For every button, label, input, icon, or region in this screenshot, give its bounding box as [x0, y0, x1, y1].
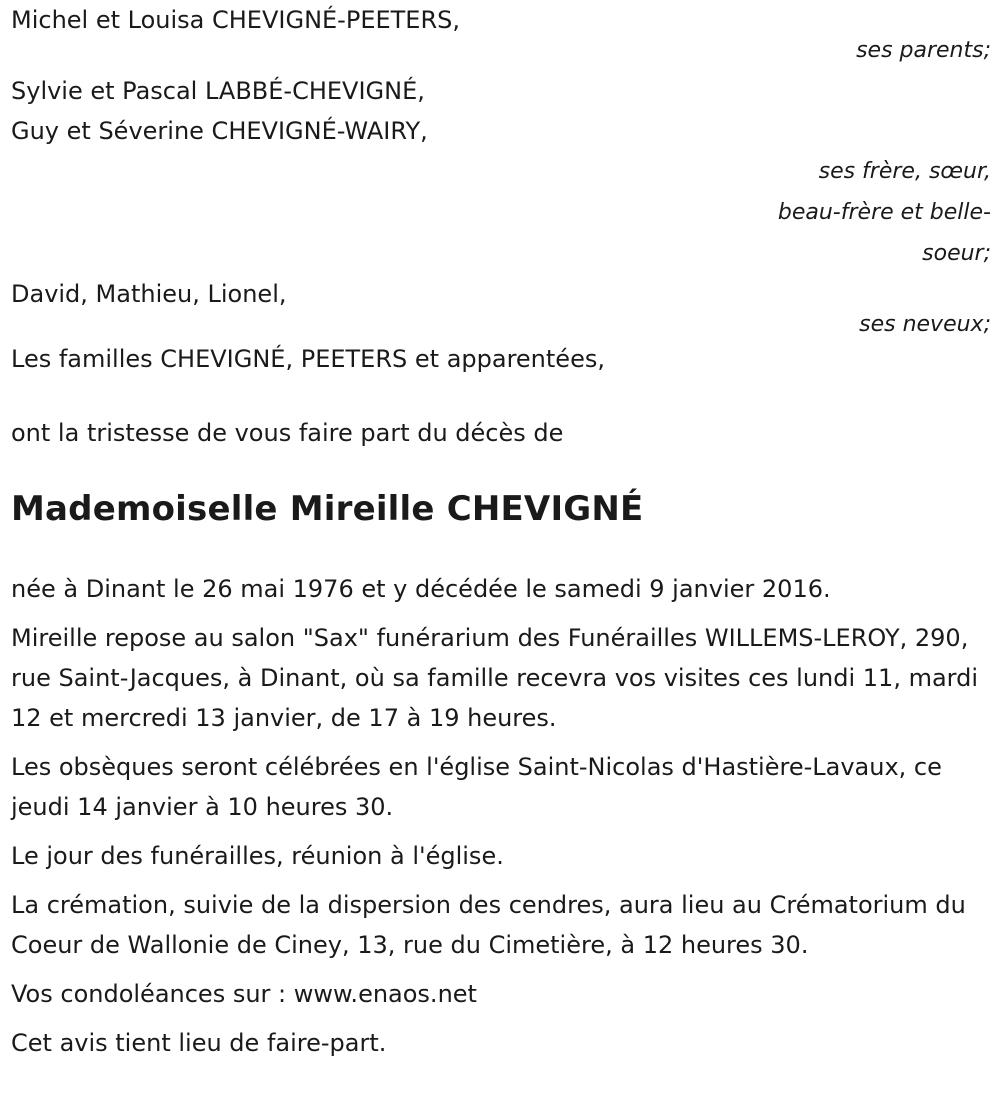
sibling-names-1: Sylvie et Pascal LABBÉ-CHEVIGNÉ,: [11, 77, 425, 105]
parents-role: ses parents;: [856, 38, 991, 63]
cremation-details: La crémation, suivie de la dispersion des cendres, aura lieu au Crématorium du Coeur de Wallonie de Ciney, 13, rue du Cimetière, à 12 heures 30.: [11, 891, 966, 959]
parents-names: Michel et Louisa CHEVIGNÉ-PEETERS,: [11, 6, 461, 34]
announcement-text: ont la tristesse de vous faire part du décès de: [11, 419, 564, 447]
condolences-label: Vos condoléances sur :: [11, 980, 294, 1008]
siblings-role-line-1: ses frère, sœur,: [818, 159, 991, 184]
meeting-details: Le jour des funérailles, réunion à l'église.: [11, 842, 504, 870]
birth-death-details: née à Dinant le 26 mai 1976 et y décédée le samedi 9 janvier 2016.: [11, 575, 831, 603]
visitation-details: Mireille repose au salon "Sax" funérarium des Funérailles WILLEMS-LEROY, 290, rue Saint-Jacques, à Dinant, où sa famille recevra vos visites ces lundi 11, mardi 12 et mercredi 13 janvier, de 17 à 19 heures.: [11, 624, 979, 732]
obituary-notice: [11, 0, 991, 1063]
funeral-details: Les obsèques seront célébrées en l'église Saint-Nicolas d'Hastière-Lavaux, ce jeudi 14 janvier à 10 heures 30.: [11, 753, 942, 821]
extended-families: Les familles CHEVIGNÉ, PEETERS et apparentées,: [11, 345, 605, 373]
nephews-role: ses neveux;: [859, 312, 991, 337]
deceased-name: Mademoiselle Mireille CHEVIGNÉ: [11, 489, 644, 529]
notice-text: Cet avis tient lieu de faire-part.: [11, 1029, 387, 1057]
siblings-role-line-3: soeur;: [922, 241, 991, 266]
nephews-names: David, Mathieu, Lionel,: [11, 280, 287, 308]
condolences-line: [11, 974, 991, 1014]
sibling-names-2: Guy et Séverine CHEVIGNÉ-WAIRY,: [11, 117, 428, 145]
siblings-role-line-2: beau-frère et belle-: [777, 200, 991, 225]
condolences-link[interactable]: www.enaos.net: [293, 980, 477, 1008]
